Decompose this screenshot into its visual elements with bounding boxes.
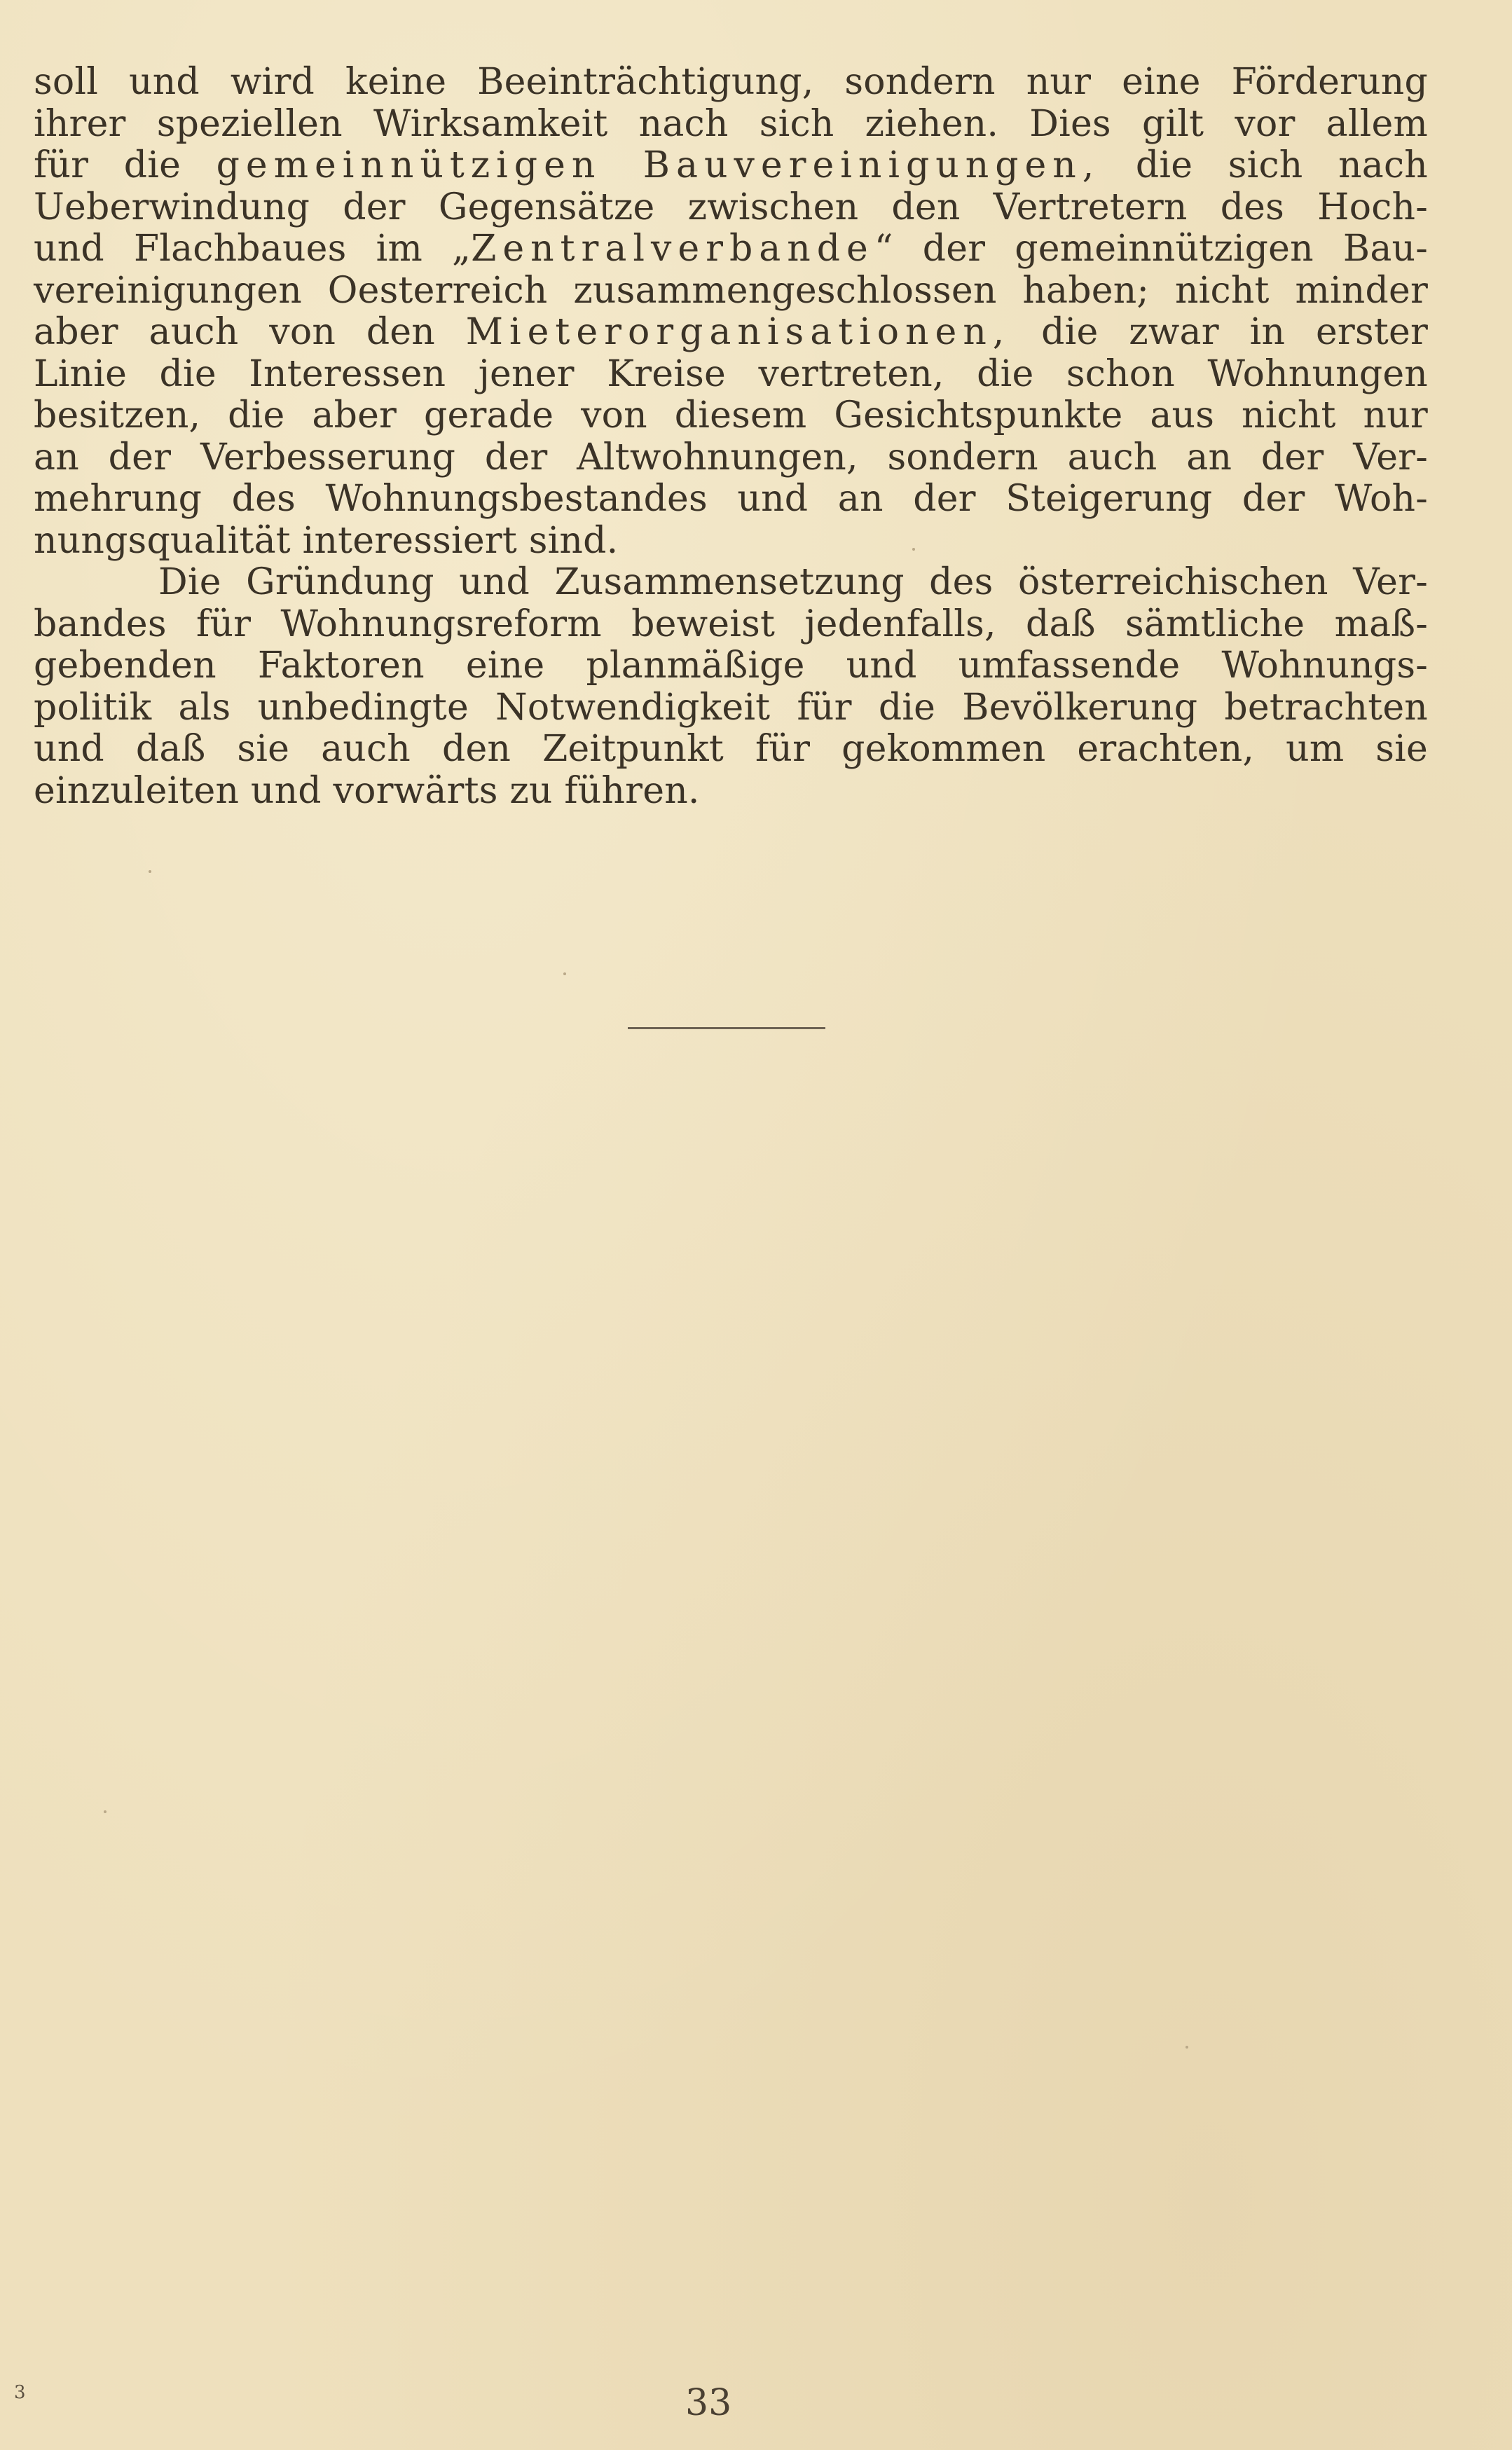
text-line: soll und wird keine Beeinträchtigung, sondern nur eine Förderung [34, 61, 1428, 103]
text-line: besitzen, die aber gerade von diesem Gesichtspunkte aus nicht nur [34, 394, 1428, 436]
text-line: aber auch von den Mieterorganisationen, die zwar in erster [34, 311, 1428, 353]
emphasized-term: Zentralverbande [471, 228, 874, 270]
text-line: Die Gründung und Zusammensetzung des österreichischen Ver- [158, 561, 1428, 603]
text-line: ihrer speziellen Wirksamkeit nach sich ziehen. Dies gilt vor allem [34, 102, 1428, 145]
text-line: und daß sie auch den Zeitpunkt für gekommen erachten, um sie [34, 728, 1428, 770]
text-line: bandes für Wohnungsreform beweist jedenfalls, daß sämtliche maß- [34, 603, 1428, 645]
text-line: nungsqualität interessiert sind. [34, 519, 619, 562]
page-number: 33 [685, 2382, 732, 2424]
body-text [34, 62, 1428, 812]
text-line: politik als unbedingte Notwendigkeit für die Bevölkerung betrachten [34, 686, 1428, 729]
text-line: gebenden Faktoren eine planmäßige und umfassende Wohnungs- [34, 645, 1428, 687]
text-line: Linie die Interessen jener Kreise vertreten, die schon Wohnungen [34, 352, 1428, 395]
text-line: Ueberwindung der Gegensätze zwischen den Vertretern des Hoch- [34, 186, 1428, 228]
paper-speck [104, 1810, 106, 1813]
paper-speck [1185, 2046, 1188, 2049]
paper-speck [563, 972, 566, 975]
emphasized-term: gemeinnützigen Bauvereinigungen, [216, 144, 1101, 186]
text-line: und Flachbaues im „Zentralverbande“ der gemeinnützigen Bau- [34, 228, 1428, 270]
paper-speck [149, 870, 151, 873]
text-line: einzuleiten und vorwärts zu führen. [34, 769, 700, 812]
text-line: vereinigungen Oesterreich zusammengeschlossen haben; nicht minder [34, 269, 1428, 312]
paper-speck [912, 548, 915, 551]
section-divider [628, 1027, 825, 1029]
corner-mark: 3 [14, 2382, 26, 2403]
emphasized-term: Mieterorganisationen, [465, 311, 1011, 353]
text-line: an der Verbesserung der Altwohnungen, sondern auch an der Ver- [34, 436, 1428, 479]
text-line: mehrung des Wohnungsbestandes und an der Steigerung der Woh- [34, 478, 1428, 520]
text-line: für die gemeinnützigen Bauvereinigungen, die sich nach [34, 144, 1428, 186]
